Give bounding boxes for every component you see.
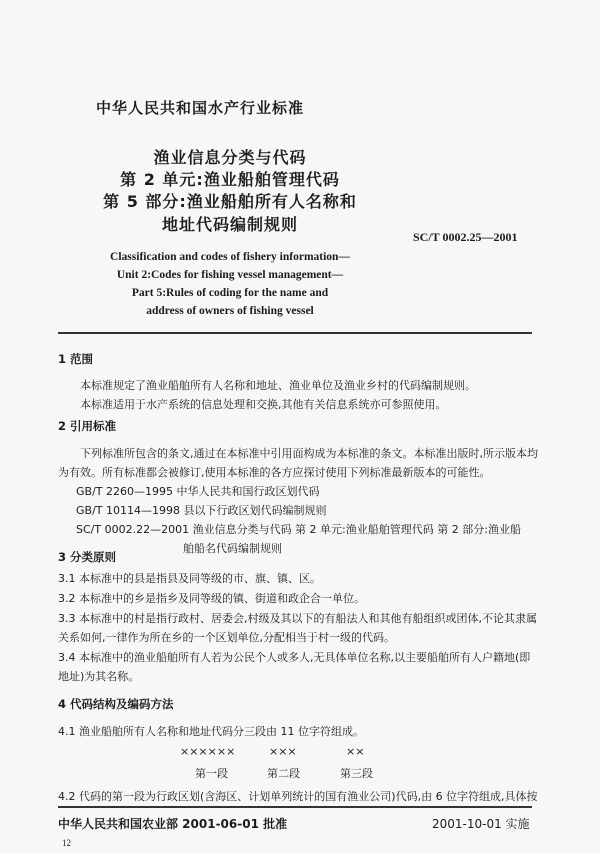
standard-code: SC/T 0002.25—2001 [413, 230, 518, 244]
title-en-line: Classification and codes of fishery information— [110, 251, 350, 263]
clause: 3.4 本标准中的渔业船舶所有人若为公民个人或多人,无具体单位名称,以主要船舶所有人户籍地(即 [58, 651, 531, 664]
reference-item: GB/T 2260—1995 中华人民共和国行政区划代码 [76, 485, 320, 498]
clause: 关系如何,一律作为所在乡的一个区划单位,分配相当于村一级的代码。 [58, 631, 395, 644]
title-line: 渔业信息分类与代码 [153, 148, 307, 167]
header-divider [58, 332, 532, 334]
reference-item: SC/T 0002.22—2001 渔业信息分类与代码 第 2 单元:渔业船舶管理代码 第 2 部分:渔业船 [76, 523, 521, 536]
segment-label: 第二段 [267, 767, 300, 780]
approval-date: 中华人民共和国农业部 2001-06-01 批准 [58, 817, 288, 831]
reference-item: GB/T 10114—1998 县以下行政区划代码编制规则 [76, 504, 327, 517]
clause: 3.3 本标准中的村是指行政村、居委会,村级及其以下的有船法人和其他有船组织或团体,不论其隶属 [58, 612, 537, 625]
title-en-line: Unit 2:Codes for fishing vessel management— [116, 269, 344, 281]
reference-item-cont: 舶船名代码编制规则 [183, 542, 282, 555]
title-line: 第 5 部分:渔业船舶所有人名称和 [103, 192, 357, 211]
implementation-date: 2001-10-01 实施 [432, 817, 530, 831]
section-heading: 2 引用标准 [58, 419, 117, 433]
page-number: 12 [62, 838, 71, 848]
footer-divider [58, 806, 532, 808]
paragraph: 本标准适用于水产系统的信息处理和交换,其他有关信息系统亦可参照使用。 [80, 398, 447, 411]
clause: 3.1 本标准中的县是指县及同等级的市、旗、镇、区。 [58, 572, 321, 585]
segment-label: 第一段 [195, 767, 228, 780]
code-segment: ××× [269, 745, 297, 758]
paragraph: 本标准规定了渔业船舶所有人名称和地址、渔业单位及渔业乡村的代码编制规则。 [80, 379, 476, 392]
section-heading: 1 范围 [58, 352, 94, 366]
section-heading: 4 代码结构及编码方法 [58, 697, 174, 711]
standard-type: 中华人民共和国水产行业标准 [95, 99, 304, 117]
title-en-line: Part 5:Rules of coding for the name and [131, 287, 329, 299]
segment-label: 第三段 [340, 767, 373, 780]
clause: 4.2 代码的第一段为行政区划(含海区、计划单列统计的国有渔业公司)代码,由 6 位字符组成,具体按 [58, 790, 538, 803]
clause: 地址)为其名称。 [58, 670, 140, 683]
paragraph: 下列标准所包含的条文,通过在本标准中引用面构成为本标准的条文。本标准出版时,所示版本均 [80, 447, 538, 460]
clause: 4.1 渔业船舶所有人名称和地址代码分三段由 11 位字符组成。 [58, 725, 364, 738]
code-segment: ×× [346, 745, 365, 758]
paragraph: 为有效。所有标准都会被修订,使用本标准的各方应探讨使用下列标准最新版本的可能性。 [58, 466, 491, 479]
title-en-line: address of owners of fishing vessel [146, 305, 314, 317]
code-segment: ×××××× [180, 745, 236, 758]
title-line: 第 2 单元:渔业船舶管理代码 [120, 170, 340, 189]
section-heading: 3 分类原则 [58, 550, 117, 564]
clause: 3.2 本标准中的乡是指乡及同等级的镇、街道和政企合一单位。 [58, 592, 365, 605]
title-line: 地址代码编制规则 [161, 215, 298, 234]
